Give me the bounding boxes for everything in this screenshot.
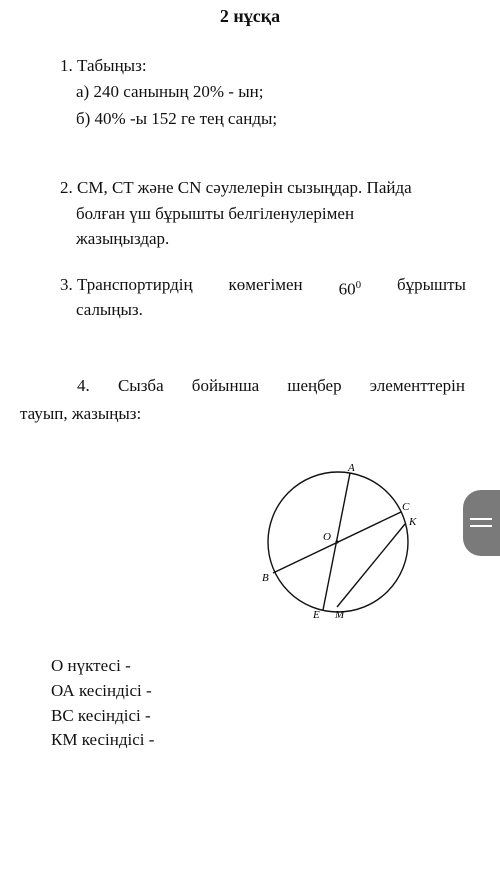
task3-angle-value <box>339 274 362 301</box>
label-c: C <box>402 501 410 513</box>
task1-item-b: б) 40% -ы 152 ге тең санды; <box>76 109 278 128</box>
task2-line1: 2. CM, CT және CN сәулелерін сызыңдар. Пайда <box>60 178 412 197</box>
label-k: K <box>409 516 417 528</box>
task4-line1 <box>77 375 465 397</box>
task3-word-2: көмегімен <box>228 275 303 294</box>
task3-line1 <box>60 274 466 301</box>
label-o: O <box>323 531 331 543</box>
circle-diagram <box>250 460 430 630</box>
task3-word-1: 3. Транспортирдің <box>60 275 193 294</box>
label-a: A <box>348 462 355 474</box>
label-b: B <box>262 572 269 584</box>
chord-km <box>337 524 405 607</box>
page-title: 2 нұсқа <box>219 6 281 26</box>
handle-line-icon <box>470 518 492 520</box>
task3-degree-sup: 0 <box>355 279 362 291</box>
task1-heading: 1. Табыңыз: <box>60 56 147 75</box>
task3-line2: салыңыз. <box>76 300 143 319</box>
task1-item-a: а) 240 санының 20% - ын; <box>76 82 264 101</box>
center-point <box>335 540 338 543</box>
answer-km: КМ кесіндісі - <box>51 730 155 749</box>
label-m: M <box>335 609 345 621</box>
task2-line3: жазыңыздар. <box>76 229 170 248</box>
answer-oa: ОА кесіндісі - <box>51 681 152 700</box>
task4-word-3: бойынша <box>191 376 260 395</box>
task4-word-2: Сызба <box>117 376 164 395</box>
task4-line2: тауып, жазыңыз: <box>20 404 142 423</box>
label-e: E <box>313 609 320 621</box>
side-drawer-handle[interactable] <box>463 490 500 556</box>
handle-line-icon <box>470 525 492 527</box>
answer-bc: ВС кесіндісі - <box>51 706 151 725</box>
task4-word-4: шеңбер <box>287 376 342 395</box>
task4-word-5: элементтерін <box>369 376 465 395</box>
task3-angle-number: 60 <box>338 279 356 299</box>
task2-line2: болған үш бұрышты белгіленулерімен <box>76 204 355 223</box>
task4-word-1: 4. <box>77 376 90 395</box>
task3-word-4: бұрышты <box>396 275 466 294</box>
answer-o: О нүктесі - <box>51 656 131 675</box>
